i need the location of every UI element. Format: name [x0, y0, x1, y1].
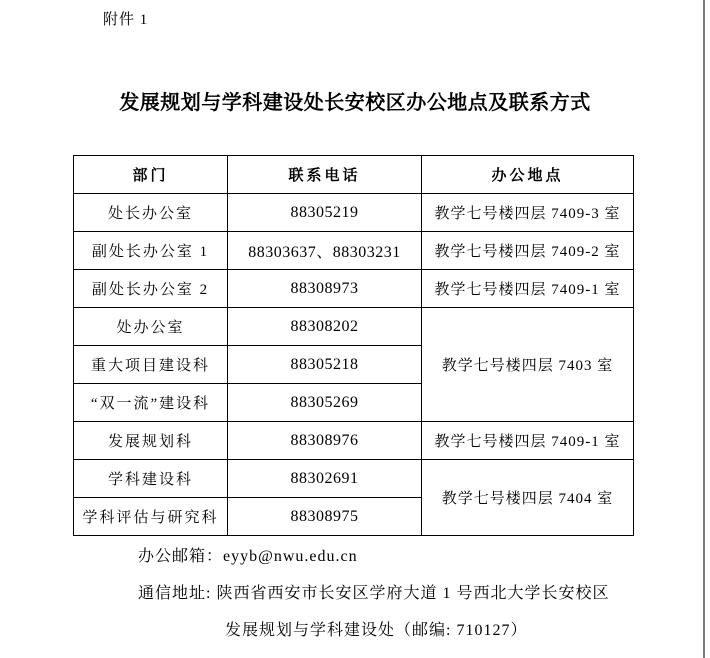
phone-cell: 88308976 — [228, 422, 422, 460]
phone-cell: 88302691 — [228, 460, 422, 498]
office-email-line: 办公邮箱：eyyb@nwu.edu.cn — [138, 548, 358, 565]
location-cell: 教学七号楼四层 7409-3 室 — [422, 194, 634, 232]
phone-cell: 88308975 — [228, 498, 422, 536]
table-row — [74, 460, 634, 498]
location-cell-merged: 教学七号楼四层 7403 室 — [422, 308, 634, 422]
phone-cell: 88308973 — [228, 270, 422, 308]
table-header-row — [74, 156, 634, 194]
table-row — [74, 270, 634, 308]
dept-cell: 学科评估与研究科 — [74, 498, 228, 536]
mailing-address-line1: 通信地址: 陕西省西安市长安区学府大道 1 号西北大学长安校区 — [138, 585, 610, 602]
location-cell: 教学七号楼四层 7409-1 室 — [422, 422, 634, 460]
table-row — [74, 308, 634, 346]
phone-cell: 88305269 — [228, 384, 422, 422]
attachment-label: 附件 1 — [103, 12, 149, 28]
dept-cell: 学科建设科 — [74, 460, 228, 498]
dept-cell: 发展规划科 — [74, 422, 228, 460]
dept-cell: 处长办公室 — [74, 194, 228, 232]
dept-cell: “双一流”建设科 — [74, 384, 228, 422]
contact-table — [73, 155, 634, 536]
phone-cell: 88305218 — [228, 346, 422, 384]
mailing-address-line2: 发展规划与学科建设处（邮编: 710127） — [225, 622, 528, 639]
phone-cell: 88308202 — [228, 308, 422, 346]
table-row — [74, 232, 634, 270]
page-title: 发展规划与学科建设处长安校区办公地点及联系方式 — [119, 92, 591, 114]
header-location: 办公地点 — [422, 156, 634, 194]
dept-cell: 副处长办公室 2 — [74, 270, 228, 308]
dept-cell: 重大项目建设科 — [74, 346, 228, 384]
table-row — [74, 194, 634, 232]
header-dept: 部门 — [74, 156, 228, 194]
phone-cell: 88305219 — [228, 194, 422, 232]
header-phone: 联系电话 — [228, 156, 422, 194]
dept-cell: 副处长办公室 1 — [74, 232, 228, 270]
location-cell: 教学七号楼四层 7409-2 室 — [422, 232, 634, 270]
location-cell-merged: 教学七号楼四层 7404 室 — [422, 460, 634, 536]
table-row — [74, 422, 634, 460]
dept-cell: 处办公室 — [74, 308, 228, 346]
phone-cell: 88303637、88303231 — [228, 232, 422, 270]
location-cell: 教学七号楼四层 7409-1 室 — [422, 270, 634, 308]
